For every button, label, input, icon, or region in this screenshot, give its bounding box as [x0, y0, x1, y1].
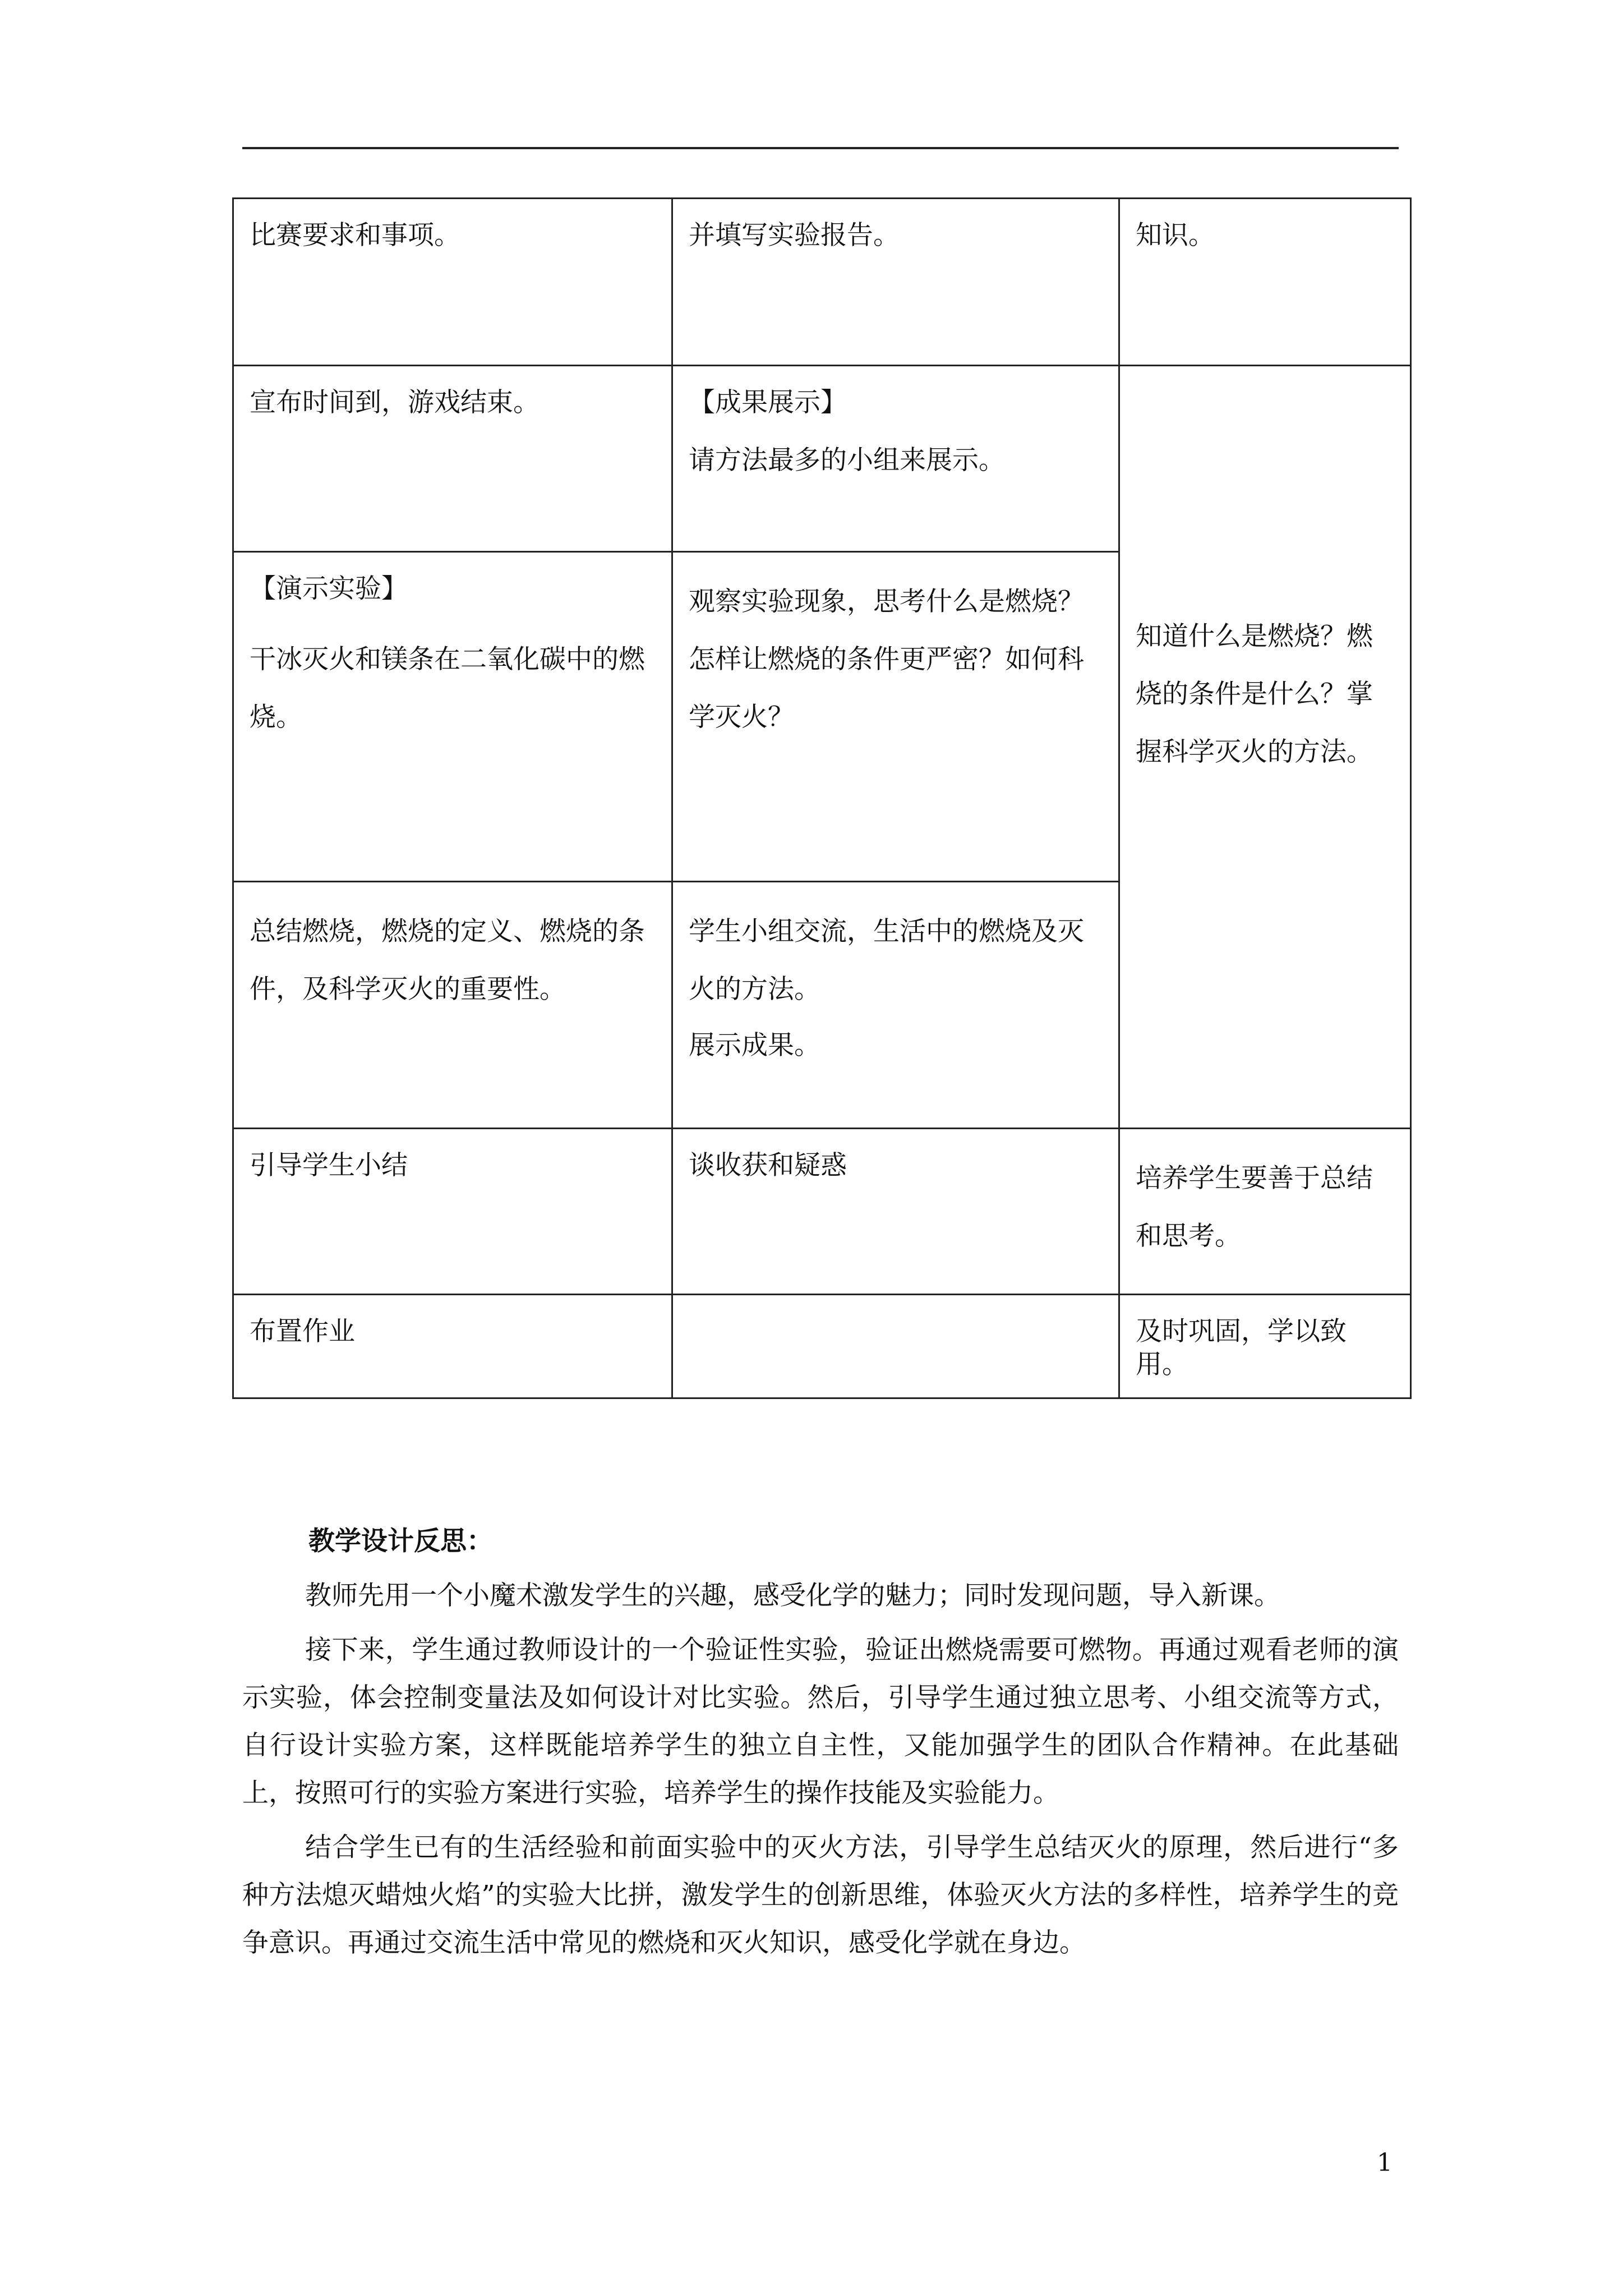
student-activity-cell	[672, 199, 1119, 366]
cell-text: 学生小组交流，生活中的燃烧及灭火的方法。	[689, 916, 1084, 1005]
table-row	[233, 1129, 1411, 1295]
cell-text: 比赛要求和事项。	[250, 220, 460, 251]
student-activity-cell	[672, 1295, 1119, 1398]
reflection-section	[242, 1517, 1399, 1973]
page-number: 1	[1377, 2148, 1393, 2177]
lesson-plan-table	[232, 197, 1412, 1399]
student-activity-cell	[672, 366, 1119, 552]
cell-text: 观察实验现象，思考什么是燃烧？怎样让燃烧的条件更严密？如何科学灭火？	[689, 586, 1084, 733]
cell-text: 布置作业	[250, 1316, 355, 1347]
reflection-heading: 教学设计反思：	[308, 1526, 493, 1557]
cell-text: 总结燃烧，燃烧的定义、燃烧的条件，及科学灭火的重要性。	[250, 916, 645, 1005]
design-intent-cell	[1119, 199, 1411, 366]
cell-text: 培养学生要善于总结和思考。	[1136, 1163, 1373, 1251]
student-activity-cell	[672, 552, 1119, 882]
cell-text: 【演示实验】	[250, 573, 408, 604]
header-rule	[242, 147, 1399, 149]
design-intent-merged-cell	[1119, 366, 1411, 1129]
cell-text: 展示成果。	[689, 1030, 820, 1061]
cell-text: 及时巩固，学以致用。	[1136, 1316, 1347, 1380]
table-row	[233, 1295, 1411, 1398]
cell-text: 请方法最多的小组来展示。	[689, 444, 1005, 476]
design-intent-cell	[1119, 1295, 1411, 1398]
cell-text: 知道什么是燃烧？燃烧的条件是什么？掌握科学灭火的方法。	[1136, 621, 1373, 767]
cell-text: 知识。	[1136, 220, 1215, 251]
cell-text: 【成果展示】	[689, 387, 847, 418]
teacher-activity-cell	[233, 1295, 672, 1398]
design-intent-cell	[1119, 1129, 1411, 1295]
reflection-paragraph: 结合学生已有的生活经验和前面实验中的灭火方法，引导学生总结灭火的原理，然后进行“多种方法熄灭蜡烛火焰”的实验大比拼，激发学生的创新思维，体验灭火方法的多样性，培养学生的竞争意识。再通过交流生活中常见的燃烧和灭火知识，感受化学就在身边。	[242, 1832, 1399, 1958]
cell-text: 干冰灭火和镁条在二氧化碳中的燃烧。	[250, 643, 645, 733]
student-activity-cell	[672, 1129, 1119, 1295]
teacher-activity-cell	[233, 882, 672, 1129]
cell-text: 宣布时间到，游戏结束。	[250, 387, 540, 418]
cell-text: 引导学生小结	[250, 1150, 408, 1181]
reflection-paragraph: 教师先用一个小魔术激发学生的兴趣，感受化学的魅力；同时发现问题，导入新课。	[305, 1580, 1280, 1611]
teacher-activity-cell	[233, 366, 672, 552]
table-row	[233, 366, 1411, 552]
teacher-activity-cell	[233, 199, 672, 366]
cell-text: 并填写实验报告。	[689, 220, 900, 251]
cell-text: 谈收获和疑惑	[689, 1150, 847, 1181]
table-row	[233, 199, 1411, 366]
teacher-activity-cell	[233, 1129, 672, 1295]
reflection-paragraph: 接下来，学生通过教师设计的一个验证性实验，验证出燃烧需要可燃物。再通过观看老师的演示实验，体会控制变量法及如何设计对比实验。然后，引导学生通过独立思考、小组交流等方式，自行设计实验方案，这样既能培养学生的独立自主性，又能加强学生的团队合作精神。在此基础上，按照可行的实验方案进行实验，培养学生的操作技能及实验能力。	[242, 1635, 1399, 1809]
student-activity-cell	[672, 882, 1119, 1129]
teacher-activity-cell	[233, 552, 672, 882]
